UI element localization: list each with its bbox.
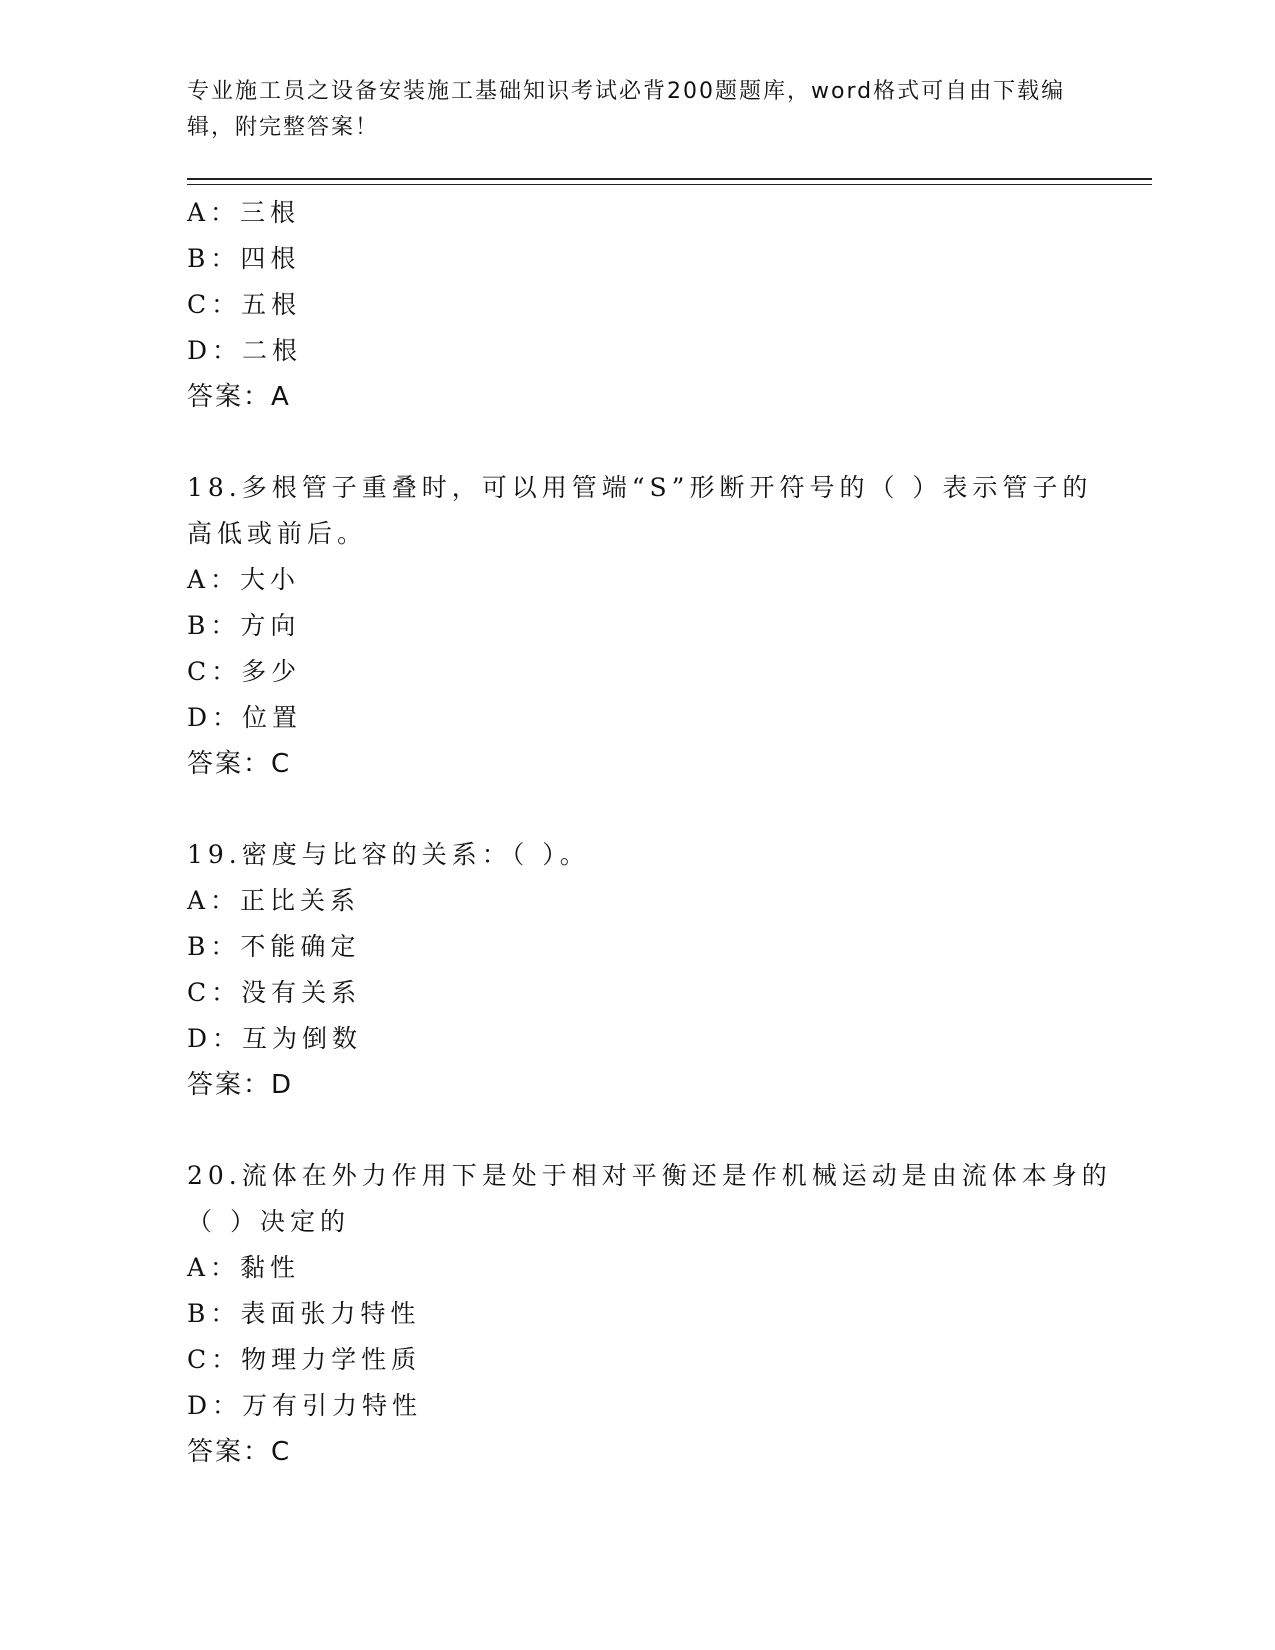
option-d: D：互为倒数 <box>187 1024 363 1053</box>
option-d: D：位置 <box>187 703 303 732</box>
option-c: C：物理力学性质 <box>187 1345 422 1374</box>
option-b: B：不能确定 <box>187 932 361 961</box>
option-d: D：万有引力特性 <box>187 1391 423 1420</box>
answer-label: 答案：D <box>187 1070 294 1100</box>
option-a: A：大小 <box>187 565 301 594</box>
question-20 <box>187 1153 1112 1475</box>
option-b: B：方向 <box>187 611 301 640</box>
option-a: A：正比关系 <box>187 886 361 915</box>
answer-label: 答案：C <box>187 1437 292 1467</box>
option-b: B：表面张力特性 <box>187 1299 421 1328</box>
question-list <box>187 190 1112 1475</box>
option-c: C：多少 <box>187 657 302 686</box>
question-18 <box>187 465 1093 787</box>
document-title: 专业施工员之设备安装施工基础知识考试必背200题题库，word格式可自由下载编辑，附完整答案！ <box>187 79 1066 140</box>
spacer <box>187 1108 1087 1153</box>
header-divider-thick <box>187 178 1152 180</box>
spacer <box>187 420 1087 465</box>
option-c: C：没有关系 <box>187 978 362 1007</box>
answer-label: 答案：C <box>187 749 292 779</box>
document-header <box>187 74 1077 146</box>
question-19 <box>187 832 1087 1108</box>
question-text-line1: 20.流体在外力作用下是处于相对平衡还是作机械运动是由流体本身的 <box>187 1161 1112 1190</box>
question-text-line1: 18.多根管子重叠时，可以用管端“S”形断开符号的（ ）表示管子的 <box>187 473 1093 502</box>
question-17 <box>187 190 1087 420</box>
option-a: A：黏性 <box>187 1253 301 1282</box>
option-c: C：五根 <box>187 290 302 319</box>
option-a: A：三根 <box>187 198 301 227</box>
header-divider-thin <box>187 184 1152 185</box>
option-b: B：四根 <box>187 244 301 273</box>
question-text-line2: （ ）决定的 <box>187 1207 350 1236</box>
spacer <box>187 787 1087 832</box>
option-d: D：二根 <box>187 336 303 365</box>
question-text-line1: 19.密度与比容的关系：（ ）。 <box>187 840 590 869</box>
answer-label: 答案：A <box>187 382 291 412</box>
question-text-line2: 高低或前后。 <box>187 519 368 548</box>
